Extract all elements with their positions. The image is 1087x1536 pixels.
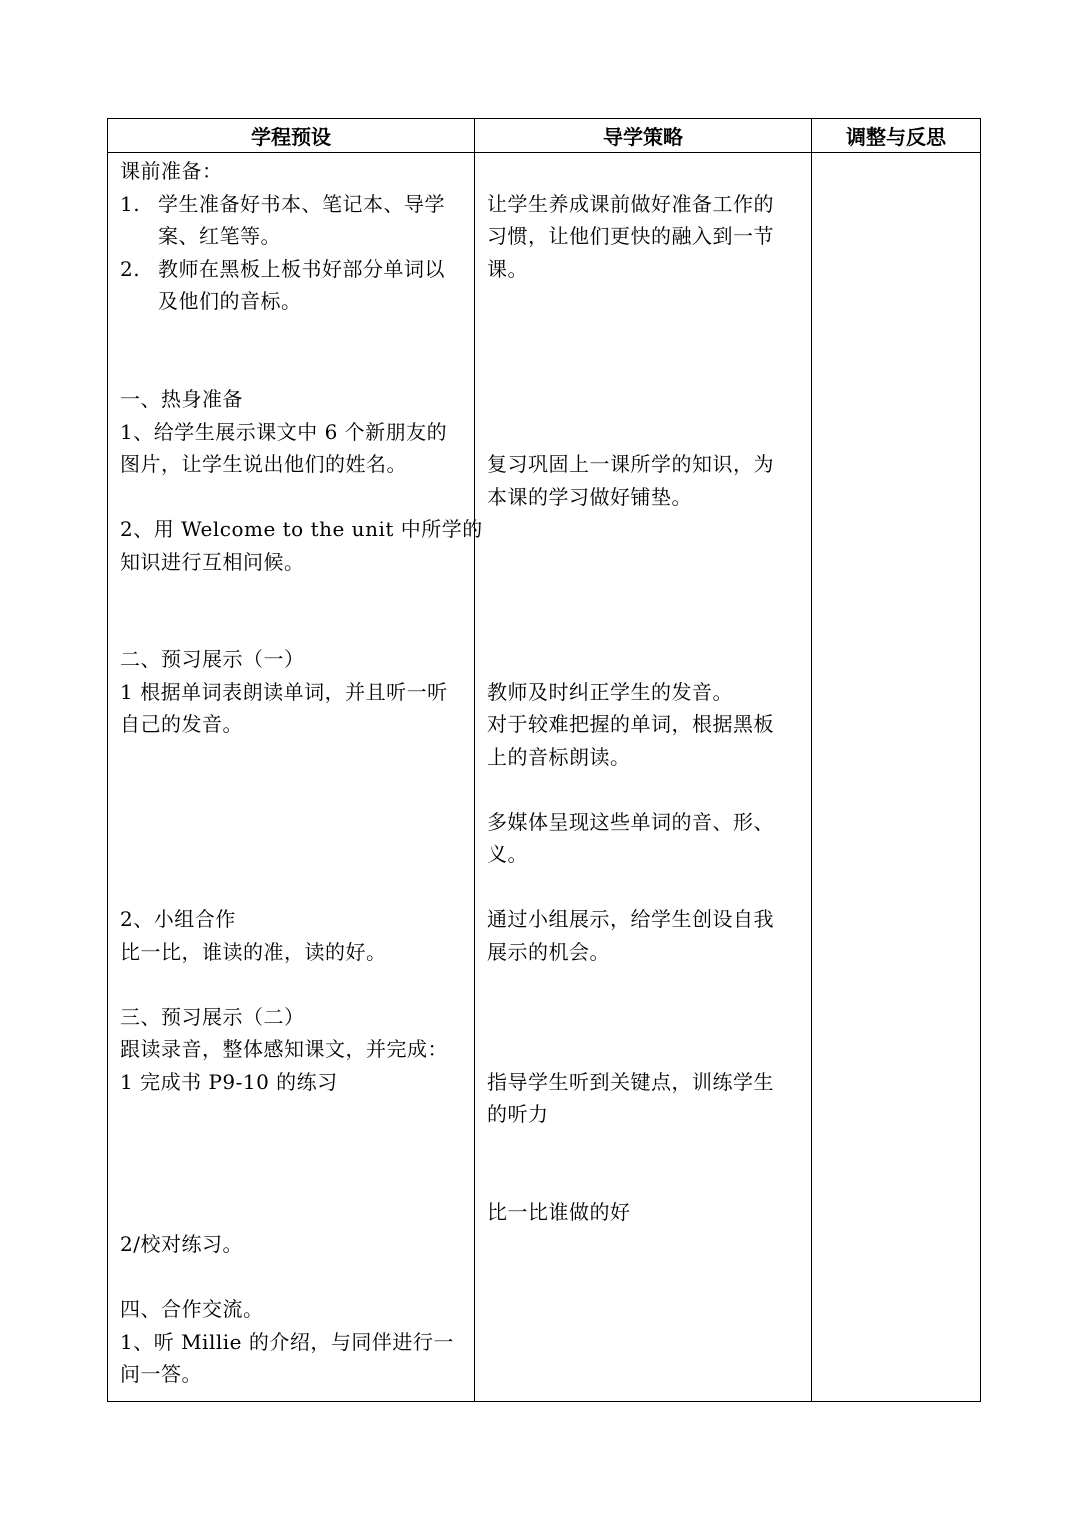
guidance-strategy-line-text: 复习巩固上一课所学的知识，为 — [487, 452, 774, 476]
header-adjustment-reflection: 调整与反思 — [812, 119, 981, 153]
learning-preset-line-text: 图片，让学生说出他们的姓名。 — [120, 452, 407, 476]
guidance-strategy-line — [487, 806, 803, 838]
guidance-strategy-line — [487, 676, 803, 708]
learning-preset-line — [120, 188, 466, 220]
learning-preset-line-text: 2、小组合作 — [120, 907, 236, 931]
learning-preset-line — [120, 1358, 466, 1390]
learning-preset-line-text: 1、听 Millie 的介绍，与同伴进行一 — [120, 1330, 454, 1354]
learning-preset-line-text: 教师在黑板上板书好部分单词以 — [158, 257, 445, 281]
learning-preset-line — [120, 448, 466, 480]
adjustment-reflection-content — [812, 153, 980, 1401]
learning-preset-line-text: 三、预习展示（二） — [120, 1005, 305, 1029]
learning-preset-line-text: 二、预习展示（一） — [120, 647, 305, 671]
guidance-strategy-line — [487, 936, 803, 968]
guidance-strategy-line — [487, 481, 803, 513]
guidance-strategy-line-text: 比一比谁做的好 — [487, 1200, 631, 1224]
header-guidance-strategy: 导学策略 — [475, 119, 812, 153]
learning-preset-list-number: 1. — [120, 192, 141, 216]
guidance-strategy-line-text: 展示的机会。 — [487, 940, 610, 964]
learning-preset-line — [120, 1001, 466, 1033]
guidance-strategy-line — [487, 448, 803, 480]
guidance-strategy-line — [487, 1196, 803, 1228]
cell-adjustment-reflection — [812, 153, 981, 1402]
guidance-strategy-line-text: 课。 — [487, 257, 528, 281]
guidance-strategy-line-text: 对于较难把握的单词，根据黑板 — [487, 712, 774, 736]
guidance-strategy-line-text: 多媒体呈现这些单词的音、形、 — [487, 810, 774, 834]
guidance-strategy-line — [487, 708, 803, 740]
learning-preset-line-text: 课前准备： — [120, 159, 223, 183]
learning-preset-line-text: 自己的发音。 — [120, 712, 243, 736]
guidance-strategy-line-text: 义。 — [487, 842, 528, 866]
header-learning-preset: 学程预设 — [108, 119, 475, 153]
learning-preset-line-text: 比一比，谁读的准，读的好。 — [120, 940, 387, 964]
learning-preset-line — [120, 643, 466, 675]
header-row — [108, 119, 981, 153]
guidance-strategy-line — [487, 838, 803, 870]
learning-preset-line — [120, 513, 483, 545]
learning-preset-line — [120, 1228, 466, 1260]
learning-preset-line — [120, 253, 466, 285]
guidance-strategy-line-text: 上的音标朗读。 — [487, 745, 631, 769]
learning-preset-line — [120, 903, 466, 935]
learning-preset-line — [120, 285, 466, 317]
learning-preset-line — [120, 1066, 466, 1098]
learning-preset-line-text: 1、给学生展示课文中 6 个新朋友的 — [120, 420, 448, 444]
guidance-strategy-line-text: 本课的学习做好铺垫。 — [487, 485, 692, 509]
learning-preset-line-text: 问一答。 — [120, 1362, 202, 1386]
learning-preset-line — [120, 1326, 466, 1358]
guidance-strategy-content — [475, 153, 811, 1401]
learning-preset-list-number: 2. — [120, 257, 141, 281]
guidance-strategy-line-text: 习惯，让他们更快的融入到一节 — [487, 224, 774, 248]
learning-preset-line-text: 1 完成书 P9-10 的练习 — [120, 1070, 338, 1094]
learning-preset-line — [120, 1033, 466, 1065]
learning-preset-line-text: 学生准备好书本、笔记本、导学 — [158, 192, 445, 216]
content-row — [108, 153, 981, 1402]
guidance-strategy-line-text: 指导学生听到关键点，训练学生 — [487, 1070, 774, 1094]
learning-preset-line-text: 四、合作交流。 — [120, 1297, 264, 1321]
learning-preset-line-text: 案、红笔等。 — [158, 224, 281, 248]
lesson-plan-table — [107, 118, 981, 1402]
learning-preset-line — [120, 676, 466, 708]
learning-preset-line — [120, 220, 466, 252]
guidance-strategy-line — [487, 220, 803, 252]
guidance-strategy-line — [487, 1066, 803, 1098]
learning-preset-line — [120, 416, 466, 448]
learning-preset-line — [120, 936, 466, 968]
learning-preset-line-text: 2、用 Welcome to the unit 中所学的 — [120, 517, 483, 541]
guidance-strategy-line — [487, 253, 803, 285]
learning-preset-line-text: 一、热身准备 — [120, 387, 243, 411]
learning-preset-line — [120, 155, 466, 187]
guidance-strategy-line — [487, 903, 803, 935]
learning-preset-line-text: 跟读录音，整体感知课文，并完成： — [120, 1037, 448, 1061]
learning-preset-line-text: 1 根据单词表朗读单词，并且听一听 — [120, 680, 448, 704]
guidance-strategy-line — [487, 741, 803, 773]
learning-preset-line-text: 知识进行互相问候。 — [120, 550, 305, 574]
guidance-strategy-line-text: 通过小组展示，给学生创设自我 — [487, 907, 774, 931]
cell-guidance-strategy — [475, 153, 812, 1402]
learning-preset-line-text: 及他们的音标。 — [158, 289, 302, 313]
guidance-strategy-line-text: 教师及时纠正学生的发音。 — [487, 680, 733, 704]
learning-preset-line — [120, 1293, 466, 1325]
guidance-strategy-line-text: 的听力 — [487, 1102, 549, 1126]
learning-preset-line — [120, 383, 466, 415]
learning-preset-line — [120, 546, 466, 578]
guidance-strategy-line — [487, 188, 803, 220]
learning-preset-line-text: 2/校对练习。 — [120, 1232, 243, 1256]
learning-preset-line — [120, 708, 466, 740]
guidance-strategy-line-text: 让学生养成课前做好准备工作的 — [487, 192, 774, 216]
learning-preset-content — [108, 153, 483, 1401]
guidance-strategy-line — [487, 1098, 803, 1130]
cell-learning-preset — [108, 153, 483, 1402]
